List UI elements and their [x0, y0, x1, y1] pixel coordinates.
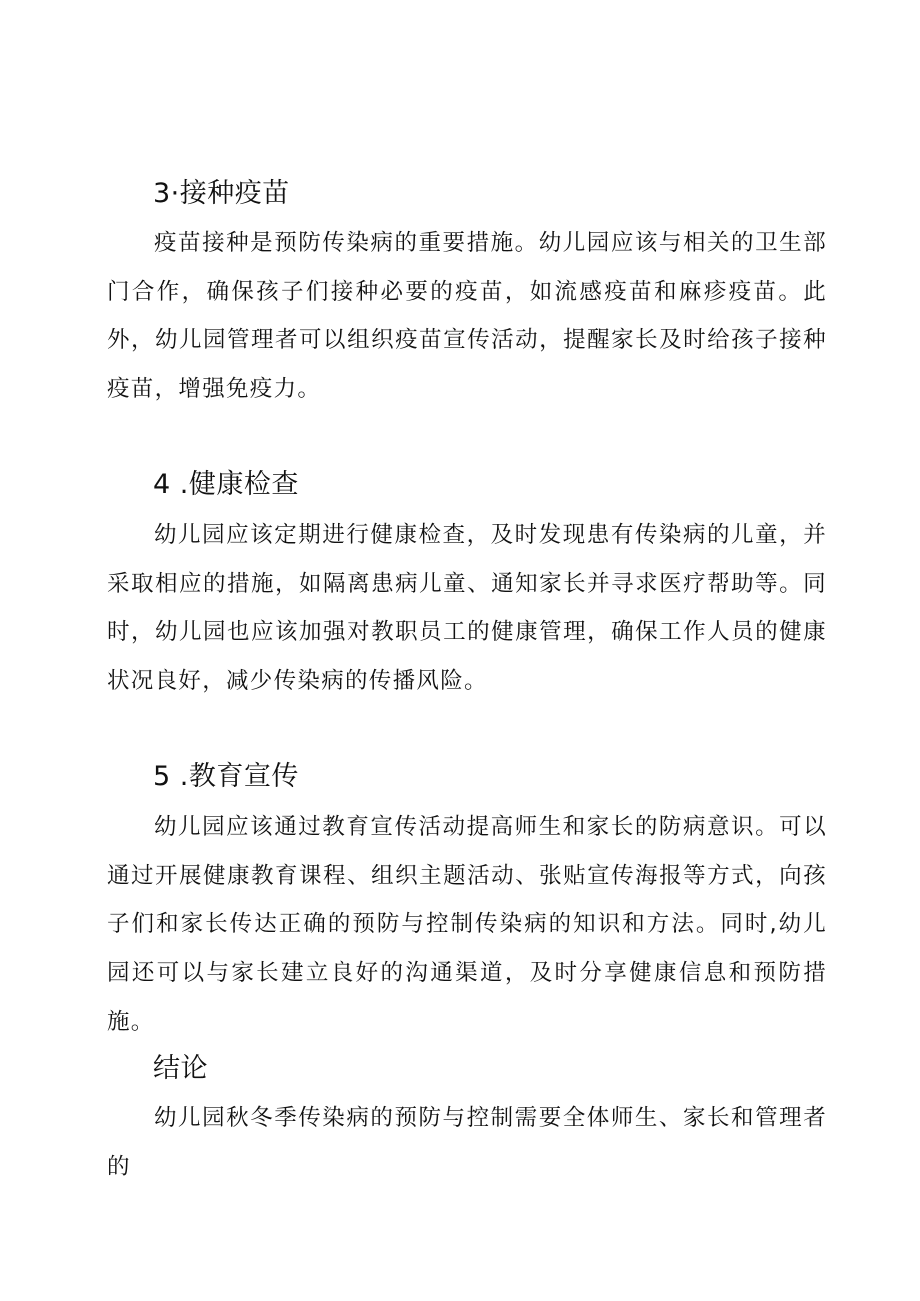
section-heading-vaccination: 3·接种疫苗: [153, 178, 290, 209]
section-body-vaccination: 疫苗接种是预防传染病的重要措施。幼儿园应该与相关的卫生部门合作，确保孩子们接种必要的疫苗，如流感疫苗和麻疹疫苗。此外，幼儿园管理者可以组织疫苗宣传活动，提醒家长及时给孩子接种疫苗，增强免疫力。: [107, 230, 827, 403]
section-heading-conclusion: 结论: [153, 1053, 208, 1084]
section-body-education: 幼儿园应该通过教育宣传活动提高师生和家长的防病意识。可以通过开展健康教育课程、组织主题活动、张贴宣传海报等方式，向孩子们和家长传达正确的预防与控制传染病的知识和方法。同时,幼儿园还可以与家长建立良好的沟通渠道，及时分享健康信息和预防措施。: [107, 814, 827, 1035]
section-body-conclusion: 幼儿园秋冬季传染病的预防与控制需要全体师生、家长和管理者的: [107, 1105, 827, 1180]
section-heading-health-check: 4 .健康检查: [153, 469, 299, 500]
section-heading-education: 5 .教育宣传: [153, 761, 299, 792]
section-body-health-check: 幼儿园应该定期进行健康检查，及时发现患有传染病的儿童，并采取相应的措施，如隔离患病儿童、通知家长并寻求医疗帮助等。同时，幼儿园也应该加强对教职员工的健康管理，确保工作人员的健康状况良好，减少传染病的传播风险。: [107, 522, 827, 695]
